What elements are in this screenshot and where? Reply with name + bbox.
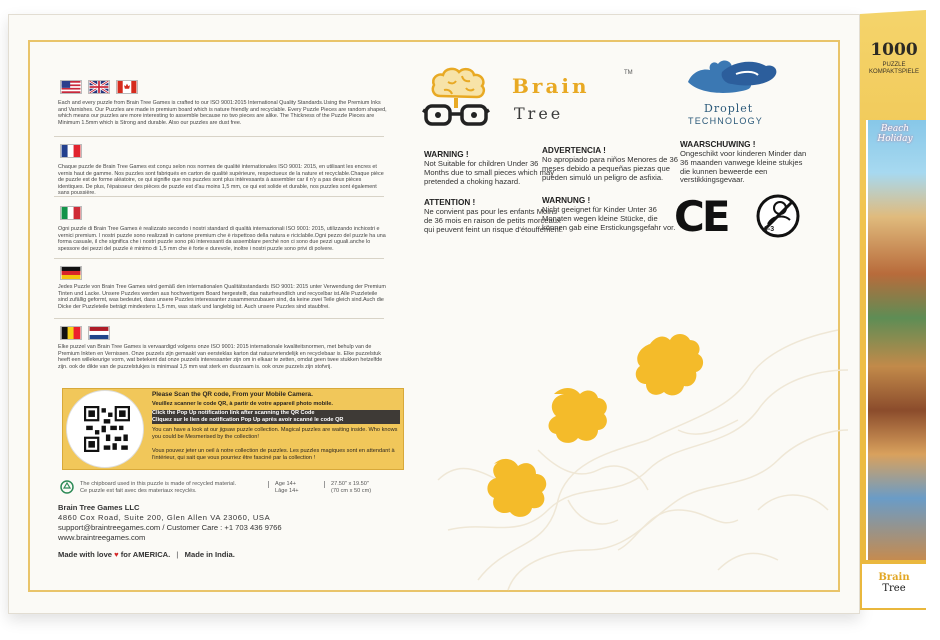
side-logo [862, 564, 926, 608]
uk-flag-icon [88, 80, 110, 94]
company-address: 4860 Cox Road, Suite 200, Glen Allen VA 23060, USA [58, 513, 271, 522]
made-prefix: Made with love [58, 550, 113, 559]
company-name: Brain Tree Games LLC [58, 503, 140, 512]
puzzle-piece [549, 388, 607, 443]
text-nl: Elke puzzel van Brain Tree Games is vervaardigd volgens onze ISO 9001: 2015 internationale kwaliteitsnormen, met behulp van de Premium Inkten en Vernissen. Onze puzzels zijn gemaakt van eersteklas karton dat natuurvriendelijk en recyclebaar is. Elke puzzelstuk heeft een willekeurige vorm, wat betekent dat onze puzzels interessanter zijn om in elkaar te zetten, omdat geen twee stukken hetzelfde zijn. ook de dikte van de puzzelstukjes is minimaal 1,5 mm wat sterk en duurzaam is. ook onze puzzels zijn stofvrij. [58, 344, 383, 370]
brain-tree-logo-icon [422, 62, 516, 136]
warning-fr-title: ATTENTION ! [424, 198, 476, 207]
age-en: Age 14+ [268, 481, 296, 488]
divider [54, 258, 384, 259]
qr-popup-en: Click the Pop Up notification link after scanning the QR Code [152, 410, 400, 417]
side-logo-brain: Brain [878, 572, 910, 583]
brand-tree: Tree [514, 104, 564, 123]
age-fr: Lâge 14+ [275, 488, 299, 494]
side-sub-line1: PUZZLE [882, 62, 906, 68]
side-sub-line2: KOMPAKTSPIELE [869, 69, 919, 75]
flags-de [60, 266, 82, 280]
qr-code-icon[interactable] [84, 406, 130, 452]
droplet-name: Droplet [704, 102, 754, 115]
warning-nl-title: WAARSCHUWING ! [680, 140, 756, 149]
flags-nl [60, 326, 110, 340]
divider [54, 136, 384, 137]
trademark: TM [624, 70, 633, 76]
warning-de-title: WARNUNG ! [542, 196, 591, 205]
age-warning-label: 0-3 [764, 226, 775, 233]
text-fr: Chaque puzzle de Brain Tree Games est conçu selon nos normes de qualité internationales ISO 9001: 2015, en utilisant les encres et vernis haut de gamme. Nos puzzles sont fabriqués en carton de qualité supérieure, respectueux de la nature et recyclable.Chaque pièce de puzzle est de forme aléatoire, ce qui signifie que nos puzzles sont plus intéressants à assembler car il n'y a pas deux pièces identiques. De plus, l'épaisseur des pièces de puzzle est d'au moins 1,5 mm, ce qui est solide et durable, nos puzzles sont également sans poussière. [58, 164, 384, 196]
text-it: Ogni puzzle di Brain Tree Games è realizzato secondo i nostri standard di qualità internazionali ISO 9001: 2015, utilizzando inchiostri e vernici premium. I nostri puzzle sono realizzati in cartone premium che è rispettoso della natura e riciclabile.Ogni pezzo del puzzle ha una forma casuale, il che significa che i nostri puzzle sono più interessanti da assemblare perché non ci sono due pezzi uguali.anche lo spessore dei pezzi del puzzle è minimo di 1,5 mm che è forte e durevole, inoltre i nostri puzzle sono privi di polvere. [58, 226, 386, 252]
ce-mark: CE [674, 192, 728, 241]
made-with-love [58, 550, 235, 559]
droplet-pieces-icon [682, 52, 782, 98]
droplet-technology: TECHNOLOGY [688, 116, 764, 126]
flags-it [60, 206, 82, 220]
canada-flag-icon [116, 80, 138, 94]
germany-flag-icon [60, 266, 82, 280]
beach-holiday-photo [866, 120, 926, 560]
text-en: Each and every puzzle from Brain Tree Games is crafted to our ISO 9001:2015 International Quality Standards.Using the Premium Inks and Varnishes. Our Puzzles are made in premium board which is nature friendly and recyclable. Every Puzzle Pieces are random shaped, which means our puzzles are more interesting to assemble because no two pieces are alike. The Thickness of the Puzzle Pieces are Minimum 1.5mm which is Strong and durable. Also our puzzles are dust free. [58, 100, 387, 126]
italy-flag-icon [60, 206, 82, 220]
recycle-icon [60, 480, 74, 494]
separator: | [176, 550, 179, 559]
company-contact[interactable]: support@braintreegames.com / Customer Care : +1 703 436 9766 [58, 523, 282, 532]
warning-es-title: ADVERTENCIA ! [542, 146, 606, 155]
qr-description-en: You can have a look at our jigsaw puzzle collection. Magical puzzles are waiting inside. Who knows you could be Mesmerised by the collection! [152, 427, 398, 440]
divider [54, 196, 384, 197]
puzzle-piece [636, 334, 703, 395]
puzzle-piece [487, 459, 546, 517]
us-flag-icon [60, 80, 82, 94]
brand-name: Brain [512, 74, 590, 98]
qr-instruction-en: Please Scan the QR code, From your Mobile Camera. [152, 391, 313, 398]
qr-instruction-fr: Veuillez scanner le code QR, à partir de votre appareil photo mobile. [152, 401, 333, 407]
piece-count: 1000 [870, 40, 918, 60]
qr-popup-fr: Cliquez sur le lien de notification Pop Up après avoir scanné le code QR [152, 417, 400, 424]
piece-count-sub [862, 62, 926, 76]
made-suffix: for AMERICA. [120, 550, 171, 559]
warning-nl-text: Ongeschikt voor kinderen Minder dan 36 maanden vanwege kleine stukjes die kunnen beweerde een verstikkingsgevaar. [680, 149, 807, 185]
size-cm: (70 cm x 50 cm) [331, 488, 372, 494]
warning-en-title: WARNING ! [424, 150, 469, 159]
belgium-flag-icon [60, 326, 82, 340]
size-inches: 27.50" x 19.50" [324, 481, 369, 488]
company-website[interactable]: www.braintreegames.com [58, 533, 146, 542]
made-in: Made in India. [184, 550, 235, 559]
side-logo-tree: Tree [882, 583, 906, 594]
recycle-text-fr: Ce puzzle est fait avec des materiaux recyclés. [80, 488, 197, 494]
warning-es-text: No apropiado para niños Menores de 36 meses debido a pequeñas piezas que pueden simuló un peligro de asfixia. [542, 155, 678, 182]
side-title: Beach Holiday [877, 124, 913, 144]
heart-icon: ♥ [114, 550, 119, 559]
flags-en [60, 80, 138, 94]
text-de: Jedes Puzzle von Brain Tree Games wird gemäß den internationalen Qualitätsstandards ISO 9001: 2015 unter Verwendung der Premium Tinten und Lacke. Unsere Puzzles werden aus hochwertigem Board hergestellt, das naturfreundlich und recycelbar ist.Alle Puzzleteile sind zufällig geformt, was bedeutet, dass unsere Puzzles interessanter zusammenzubauen sind, da keine zwei Teile gleich sind.Auch die Dicke der Puzzleteile beträgt mindestens 1,5 mm, was stark und langlebig ist. Auch unsere Puzzles sind staubfrei. [58, 284, 386, 310]
qr-description-fr: Vous pouvez jeter un oeil à notre collection de puzzles. Les puzzles magiques sont en attendant à l'intérieur, qui sait que vous pourriez être fasciné par la collection ! [152, 448, 395, 461]
jigsaw-art [418, 250, 858, 600]
flags-fr [60, 144, 82, 158]
divider [54, 318, 384, 319]
recycle-text-en: The chipboard used in this puzzle is made of recycled material. [80, 481, 237, 487]
warning-en-text: Not Suitable for children Under 36 Months due to small pieces which may pretended a choking hazard. [424, 159, 554, 186]
netherlands-flag-icon [88, 326, 110, 340]
warning-de-text: Nicht geeignet für Kinder Unter 36 Monaten wegen kleine Stücke, die können gab eine Erstickungsgefahr vor. [542, 205, 676, 232]
age-warning-icon [754, 192, 802, 240]
warning-fr-text: Ne convient pas pour les enfants Moins de 36 mois en raison de petits morceaux qui peuvent feint un risque d'étouffement. [424, 207, 563, 234]
france-flag-icon [60, 144, 82, 158]
